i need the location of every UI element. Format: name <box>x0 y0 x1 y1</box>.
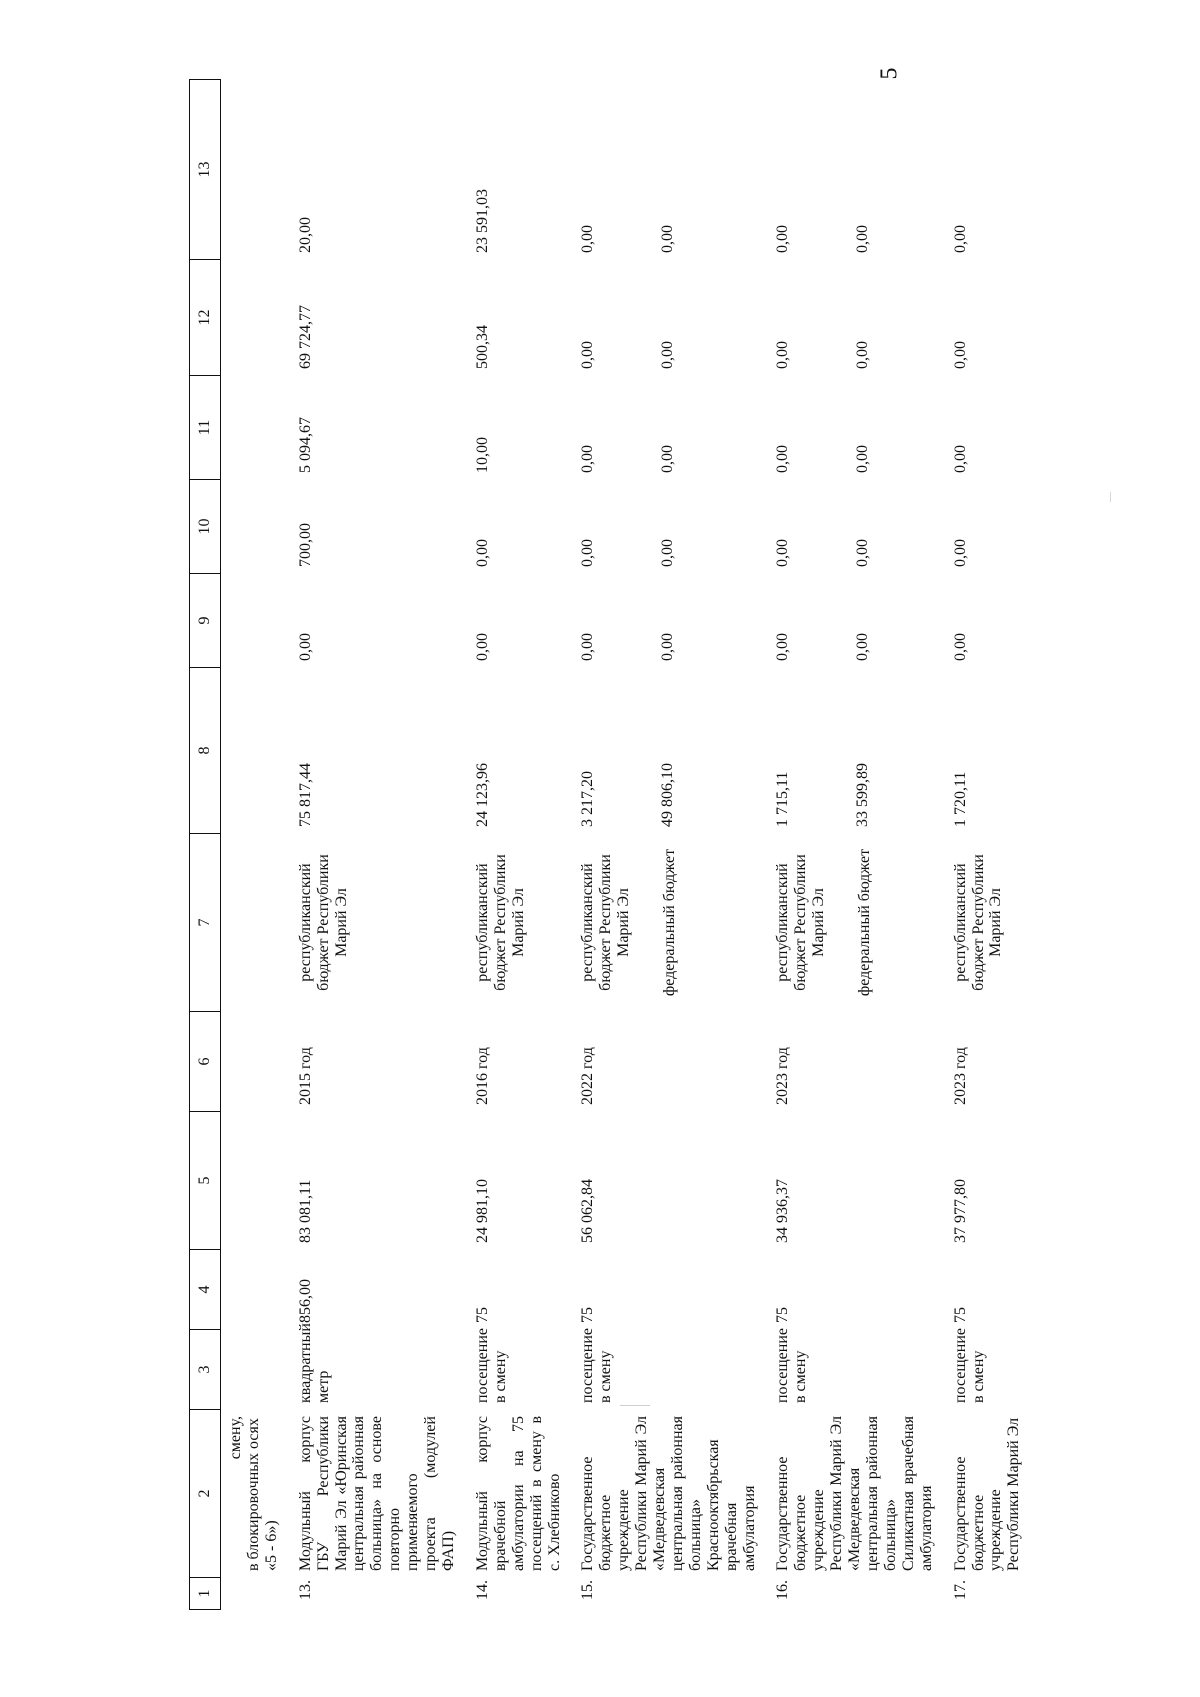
table-row <box>295 80 472 1610</box>
cell-unit: квадратный метр <box>296 1323 332 1403</box>
cell-no: 17. <box>951 1580 969 1600</box>
continuation-row <box>221 80 295 1610</box>
cell-col12: 0,00 <box>951 341 969 369</box>
rotated-table-sheet <box>189 80 1023 1610</box>
cell-col10: 0,00 0,00 <box>774 539 872 567</box>
cell-col10: 0,00 <box>473 539 491 567</box>
col-header: 2 <box>190 1410 221 1578</box>
cell-col8: 1 720,11 <box>951 771 969 827</box>
continuation-line: «5 - 6») <box>262 1520 280 1571</box>
cell-col11: 0,00 0,00 <box>579 445 677 473</box>
cell-unit: посещение в смену <box>774 1327 810 1403</box>
col-header: 9 <box>190 574 221 668</box>
cell-col10: 0,00 0,00 <box>579 539 677 567</box>
cell-capacity: 75 <box>579 1307 597 1323</box>
cell-year: 2022 год <box>579 1047 597 1105</box>
cell-year: 2023 год <box>774 1047 792 1105</box>
cell-unit: посещение в смену <box>951 1327 987 1403</box>
cell-no: 13. <box>296 1580 314 1600</box>
continuation-line: смену, <box>227 1416 244 1460</box>
cell-estimated-cost: 24 981,10 <box>473 1179 491 1243</box>
cell-col12: 0,00 0,00 <box>774 341 872 369</box>
cell-col9: 0,00 <box>951 633 969 661</box>
col-header: 7 <box>190 834 221 1012</box>
cell-description: Модульный корпус врачебной амбулатории на 75 посещений в смену в с. Хлебниково <box>473 1416 563 1571</box>
cell-description: Государственное бюджетное учреждение Республики Марий Эл «Медведевская центральная районная больница» Силикатная врачебная амбулатория <box>774 1416 935 1571</box>
cell-col13: 0,00 0,00 <box>774 225 872 253</box>
col-header: 8 <box>190 668 221 834</box>
header-row <box>190 80 221 1610</box>
cell-col10: 700,00 <box>296 523 314 567</box>
cell-capacity: 856,00 <box>296 1279 314 1323</box>
cell-no: 15. <box>579 1580 597 1600</box>
table-row <box>472 80 578 1610</box>
cell-no <box>221 1578 295 1610</box>
col-header: 4 <box>190 1250 221 1330</box>
cell-description <box>221 1410 295 1578</box>
cell-year: 2023 год <box>951 1047 969 1105</box>
cell-no: 14. <box>473 1580 491 1600</box>
cell-col8: 75 817,44 <box>296 763 314 827</box>
cell-col12: 0,00 0,00 <box>579 341 677 369</box>
cell-col11: 0,00 0,00 <box>774 445 872 473</box>
cell-year: 2016 год <box>473 1047 491 1105</box>
cell-funding-source: республиканский бюджет Республики Марий Эл <box>473 854 527 991</box>
table-row <box>772 80 949 1610</box>
cell-col9: 0,00 0,00 <box>774 633 872 661</box>
cell-col9: 0,00 0,00 <box>579 633 677 661</box>
col-header: 1 <box>190 1578 221 1610</box>
cell-description: Модульный корпус ГБУ Республики Марий Эл «Юринская центральная районная больница» на основе повторно применяемого проекта (модулей ФАП) <box>296 1416 457 1571</box>
cell-col12: 500,34 <box>473 325 491 369</box>
cell-funding-source: республиканский бюджет Республики Марий Эл федеральный бюджет <box>774 848 874 997</box>
col-header: 3 <box>190 1330 221 1410</box>
cell-col13: 20,00 <box>296 217 314 253</box>
cell-col13: 0,00 0,00 <box>579 225 677 253</box>
investment-objects-table <box>189 79 1037 1610</box>
continuation-line: в блокировочных осях <box>244 1418 262 1571</box>
cell-capacity: 75 <box>473 1307 491 1323</box>
cell-description: Государственное бюджетное учреждение Республики Марий Эл <box>951 1417 1023 1571</box>
cell-col11: 10,00 <box>473 437 491 473</box>
cell-col8: 3 217,20 49 806,10 <box>579 763 677 827</box>
table-row <box>950 80 1038 1610</box>
cell-col9: 0,00 <box>473 633 491 661</box>
cell-estimated-cost: 34 936,37 <box>774 1179 792 1243</box>
cell-col8: 24 123,96 <box>473 763 491 827</box>
cell-col10: 0,00 <box>951 539 969 567</box>
col-header: 12 <box>190 260 221 376</box>
col-header: 11 <box>190 376 221 480</box>
cell-col12: 69 724,77 <box>296 305 314 369</box>
cell-col11: 5 094,67 <box>296 417 314 473</box>
cell-funding-source: республиканский бюджет Республики Марий Эл <box>951 854 1005 991</box>
cell-capacity: 75 <box>951 1307 969 1323</box>
cell-funding-source: республиканский бюджет Республики Марий Эл федеральный бюджет <box>579 848 679 997</box>
cell-col9: 0,00 <box>296 633 314 661</box>
col-header: 10 <box>190 480 221 574</box>
cell-estimated-cost: 56 062,84 <box>579 1179 597 1243</box>
col-header: 6 <box>190 1012 221 1112</box>
scan-artifact <box>1110 492 1111 502</box>
cell-capacity: 75 <box>774 1307 792 1323</box>
table-row <box>577 80 772 1610</box>
cell-funding-source: республиканский бюджет Республики Марий Эл <box>296 854 350 991</box>
cell-col8: 1 715,11 33 599,89 <box>774 763 872 827</box>
cell-col13: 0,00 <box>951 225 969 253</box>
cell-unit: посещение в смену <box>473 1327 509 1403</box>
cell-col13: 23 591,03 <box>473 189 491 253</box>
cell-estimated-cost: 83 081,11 <box>296 1179 314 1243</box>
cell-unit: посещение в смену <box>579 1327 615 1403</box>
cell-no: 16. <box>774 1580 792 1600</box>
cell-year: 2015 год <box>296 1047 314 1105</box>
cell-estimated-cost: 37 977,80 <box>951 1179 969 1243</box>
col-header: 5 <box>190 1112 221 1250</box>
cell-description: Государственное бюджетное учреждение Республики Марий Эл «Медведевская центральная районная больница» Краснооктябрьская врачебная амбулатория <box>579 1416 758 1571</box>
cell-col11: 0,00 <box>951 445 969 473</box>
col-header: 13 <box>190 80 221 260</box>
page-number: 5 <box>876 67 903 80</box>
